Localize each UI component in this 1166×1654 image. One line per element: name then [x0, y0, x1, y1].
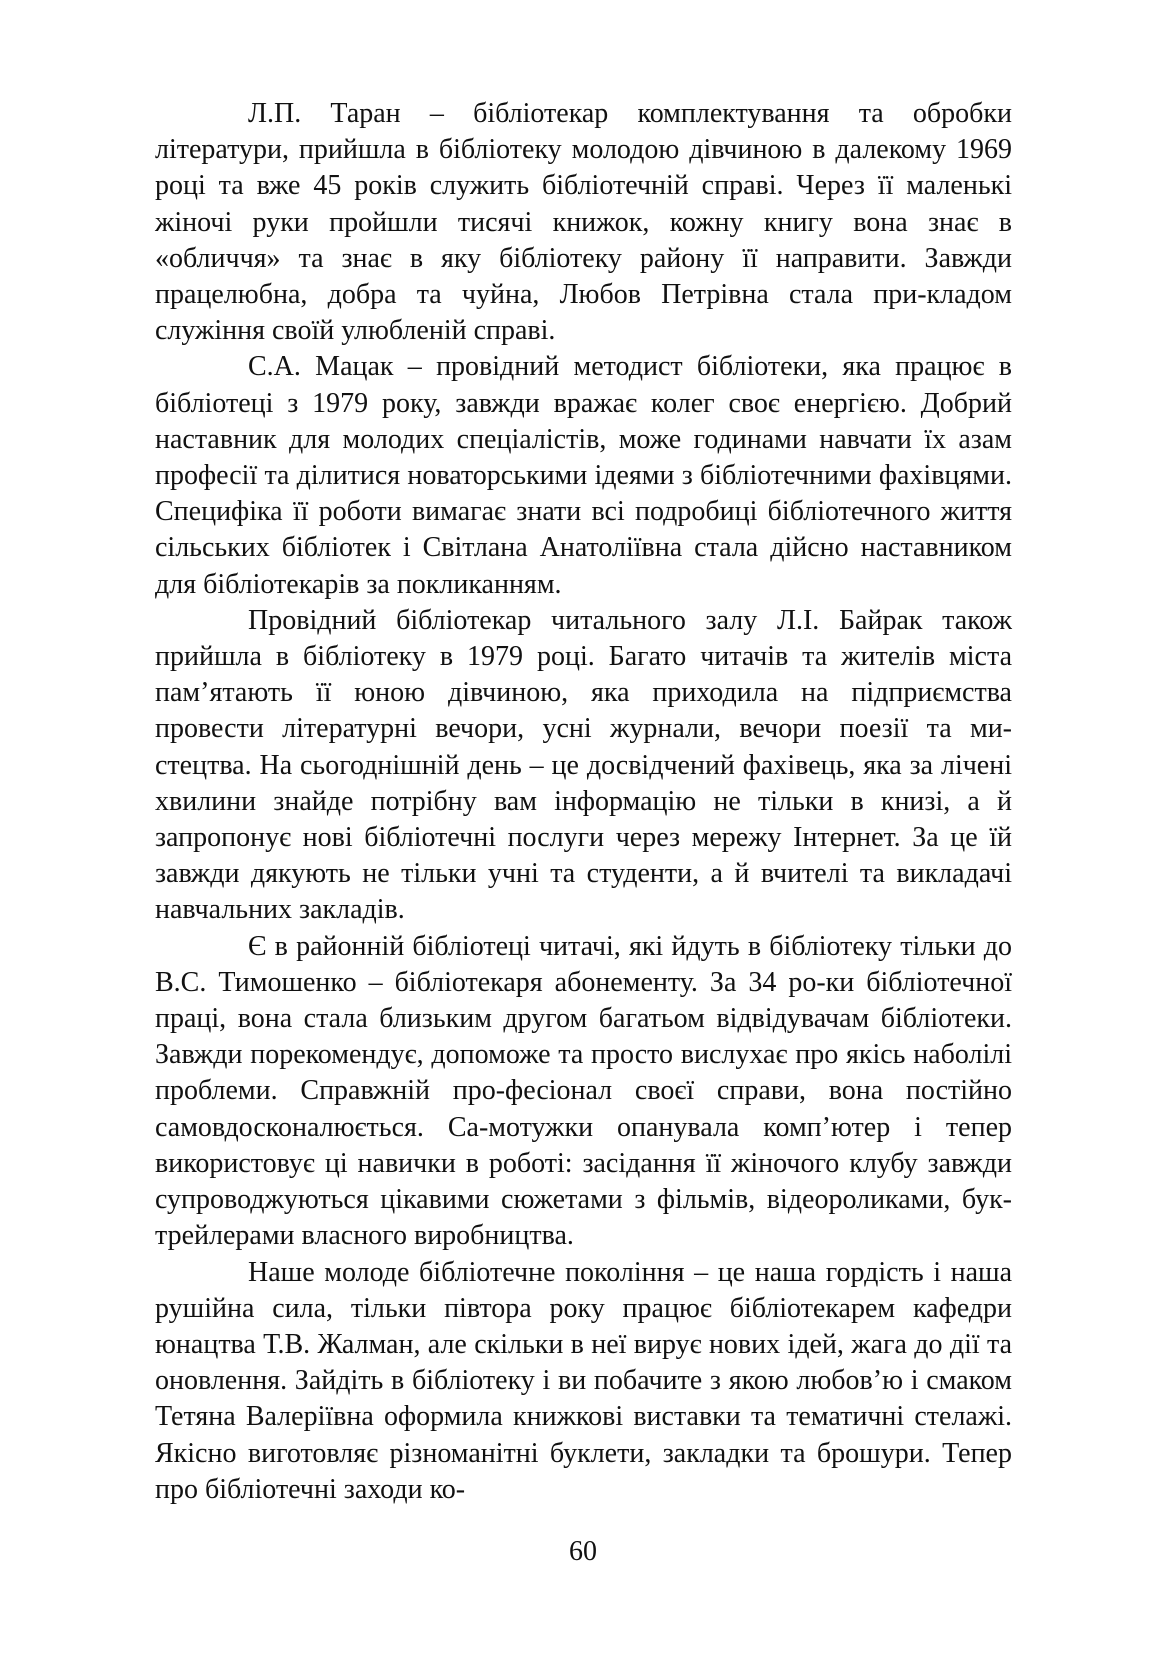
- paragraph-bairak: Провідний бібліотекар читального залу Л.І. Байрак також прийшла в бібліотеку в 1979 році. Багато читачів та жителів міста пам’ятають її юною дівчиною, яка приходила на підприємства провести літературні вечори, усні журнали, вечори поезії та ми-стецтва. На сьогоднішній день – це досвідчений фахівець, яка за лічені хвилини знайде потрібну вам інформацію не тільки в книзі, а й запропонує нові бібліотечні послуги через мережу Інтернет. За це їй завжди дякують не тільки учні та студенти, а й вчителі та викладачі навчальних закладів.: [155, 604, 1012, 926]
- paragraph-tymoshenko: Є в районній бібліотеці читачі, які йдуть в бібліотеку тільки до В.С. Тимошенко – бібліотекаря абонементу. За 34 ро-ки бібліотечної праці, вона стала близьким другом багатьом відвідувачам бібліотеки. Завжди порекомендує, допоможе та просто вислухає про якісь наболілі проблеми. Справжній про-фесіонал своєї справи, вона постійно самовдосконалюється. Са-мотужки опанувала комп’ютер і тепер використовує ці навички в роботі: засідання її жіночого клубу завжди супроводжуються цікавими сюжетами з фільмів, відеороликами, бук-трейлерами власного виробництва.: [155, 930, 1012, 1252]
- paragraph-zhalman: Наше молоде бібліотечне покоління – це наша гордість і наша рушійна сила, тільки півтора року працює бібліотекарем кафедри юнацтва Т.В. Жалман, але скільки в неї вирує нових ідей, жага до дії та оновлення. Зайдіть в бібліотеку і ви побачите з якою любов’ю і смаком Тетяна Валеріївна оформила книжкові виставки та тематичні стелажі. Якісно виготовляє різноманітні буклети, закладки та брошури. Тепер про бібліотечні заходи ко-: [155, 1256, 1012, 1505]
- body-text: [155, 96, 1012, 1508]
- paragraph-matsak: С.А. Мацак – провідний методист бібліотеки, яка працює в бібліотеці з 1979 року, завжди вражає колег своє енергією. Добрий наставник для молодих спеціалістів, може годинами навчати їх азам професії та ділитися новаторськими ідеями з бібліотечними фахівцями. Специфіка її роботи вимагає знати всі подробиці бібліотечного життя сільських бібліотек і Світлана Анатоліївна стала дійсно наставником для бібліотекарів за покликанням.: [155, 351, 1012, 600]
- paragraph-taran: Л.П. Таран – бібліотекар комплектування та обробки літератури, прийшла в бібліотеку молодою дівчиною в далекому 1969 році та вже 45 років служить бібліотечній справі. Через її маленькі жіночі руки пройшли тисячі книжок, кожну книгу вона знає в «обличчя» та знає в яку бібліотеку району її направити. Завжди працелюбна, добра та чуйна, Любов Петрівна стала при-кладом служіння своїй улюбленій справі.: [155, 98, 1012, 347]
- page-number: 60: [569, 1536, 597, 1567]
